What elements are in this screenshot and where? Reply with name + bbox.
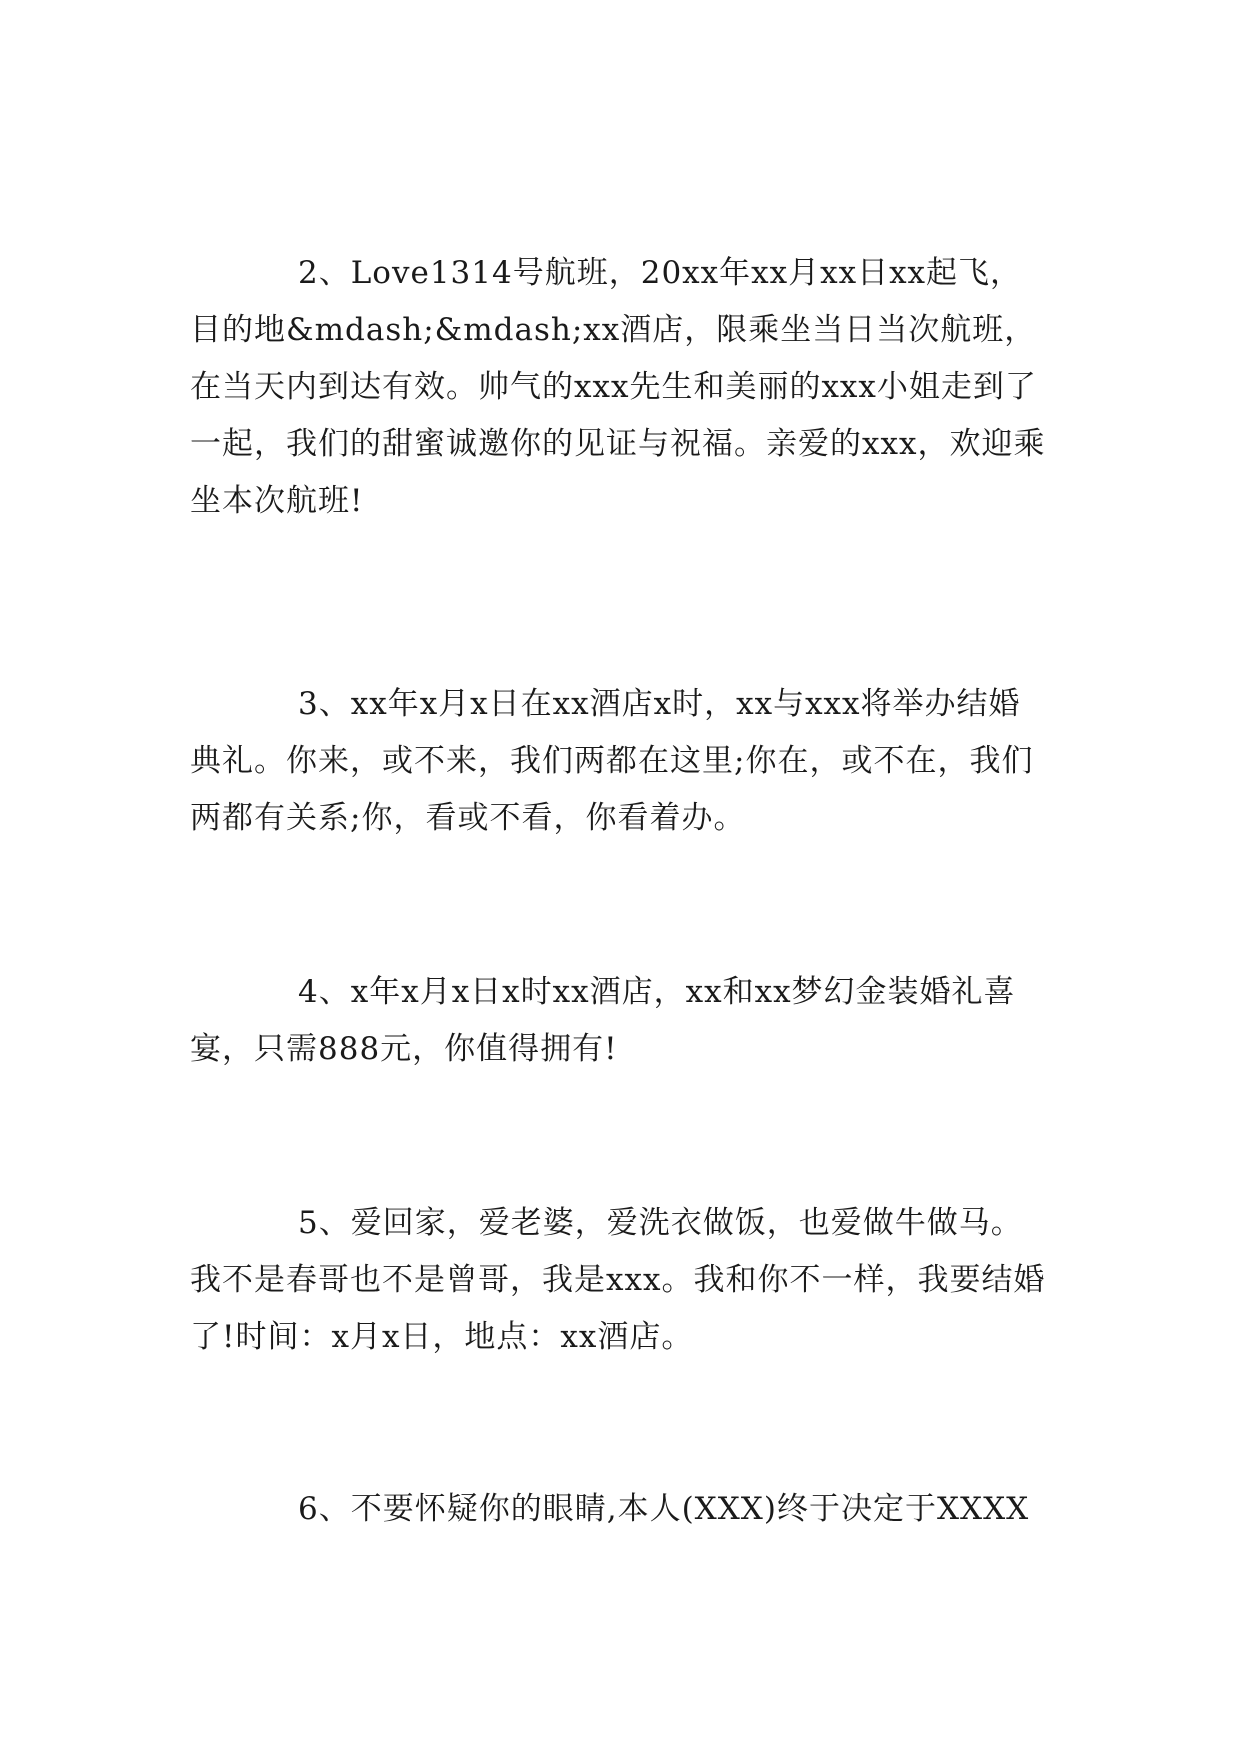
paragraph-2: 2、Love1314号航班，20xx年xx月xx日xx起飞，目的地&mdash;&mdash;xx酒店，限乘坐当日当次航班，在当天内到达有效。帅气的xxx先生和美丽的xxx小姐走到了一起，我们的甜蜜诚邀你的见证与祝福。亲爱的xxx，欢迎乘坐本次航班! (190, 255, 1046, 519)
paragraph-5: 5、爱回家，爱老婆，爱洗衣做饭，也爱做牛做马。我不是春哥也不是曾哥，我是xxx。我和你不一样，我要结婚了!时间：x月x日，地点：xx酒店。 (190, 1205, 1046, 1355)
paragraph-4: 4、x年x月x日x时xx酒店，xx和xx梦幻金装婚礼喜宴，只需888元，你值得拥有! (190, 974, 1016, 1067)
paragraph-3: 3、xx年x月x日在xx酒店x时，xx与xxx将举办结婚典礼。你来，或不来，我们两都在这里;你在，或不在，我们两都有关系;你，看或不看，你看着办。 (190, 686, 1034, 836)
paragraph-6: 6、不要怀疑你的眼睛,本人(XXX)终于决定于XXXX (298, 1491, 1030, 1527)
